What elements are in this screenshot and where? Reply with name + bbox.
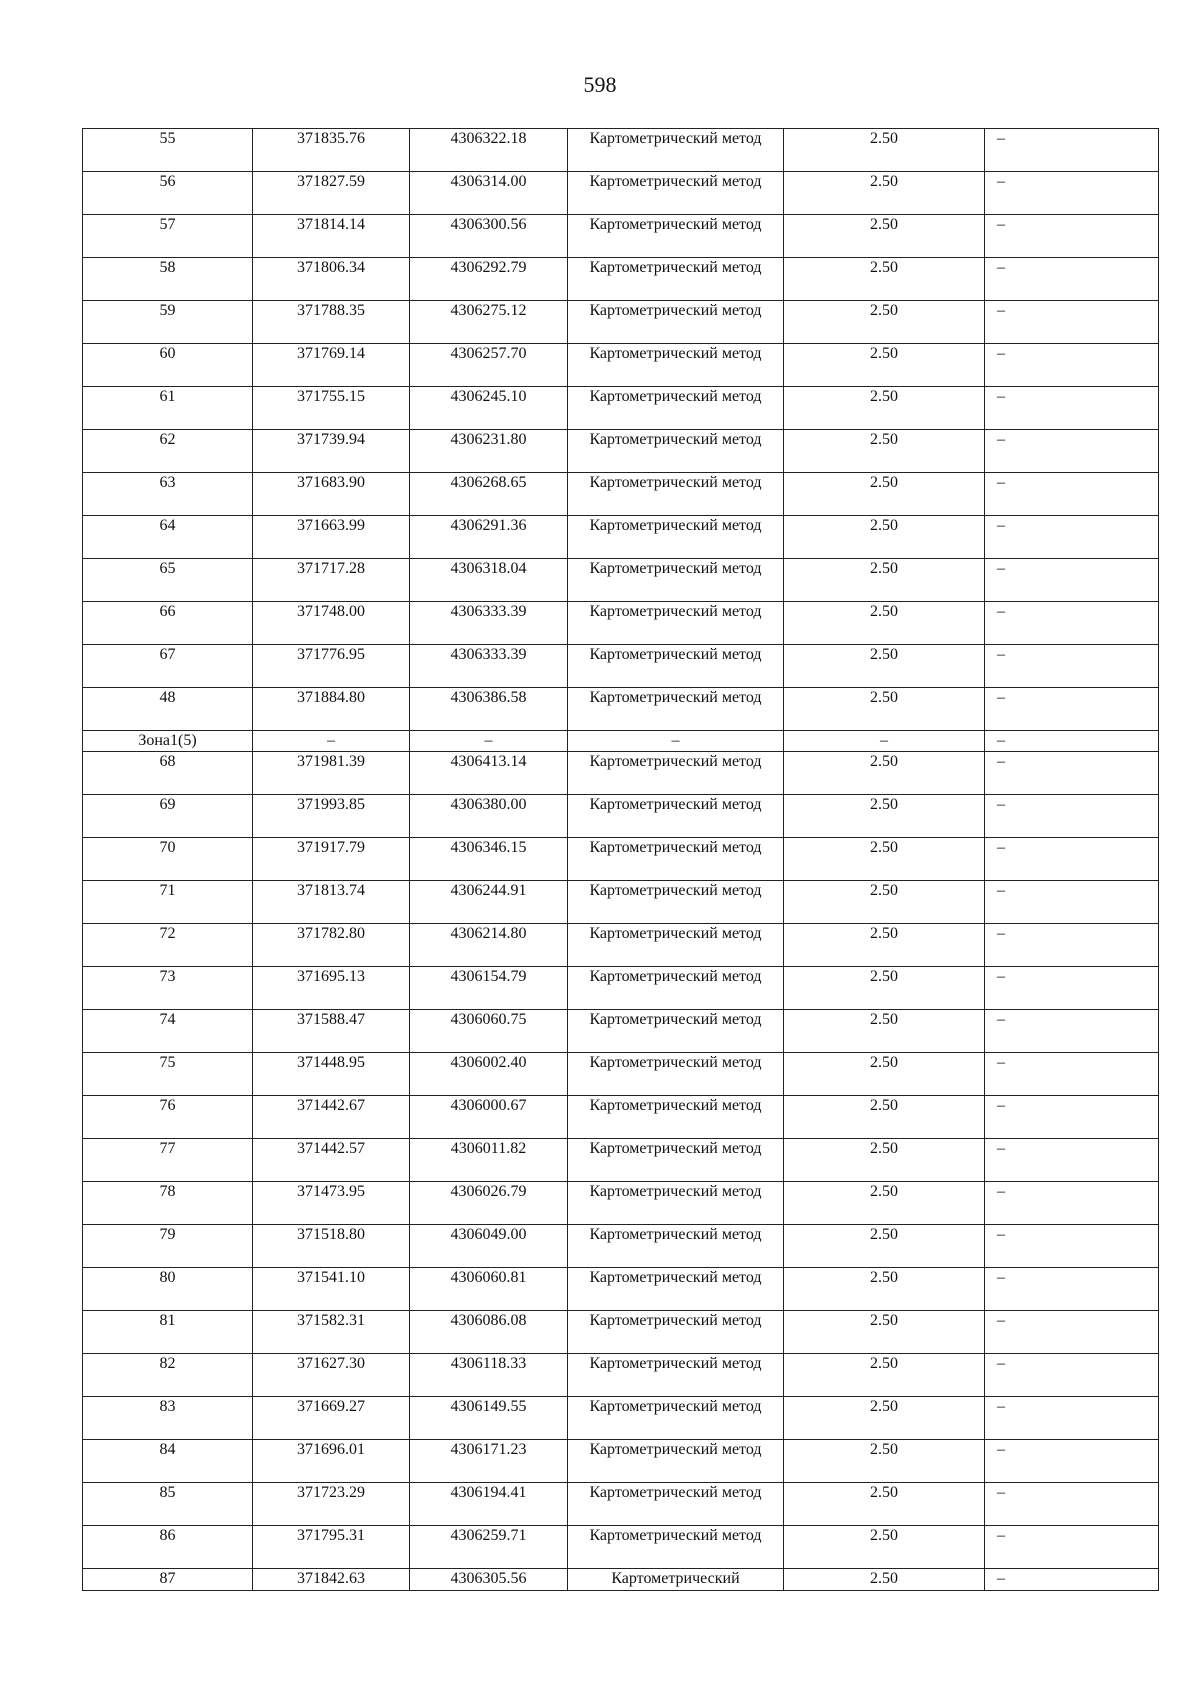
y-coordinate-cell: 4306346.15 [410, 838, 568, 881]
y-coordinate-cell: 4306002.40 [410, 1053, 568, 1096]
x-coordinate-cell: 371683.90 [253, 473, 410, 516]
y-coordinate-cell: 4306171.23 [410, 1440, 568, 1483]
x-coordinate-cell: 371442.57 [253, 1139, 410, 1182]
description-cell: – [985, 430, 1159, 473]
y-coordinate-cell: 4306026.79 [410, 1182, 568, 1225]
x-coordinate-cell: 371795.31 [253, 1526, 410, 1569]
x-coordinate-cell: 371755.15 [253, 387, 410, 430]
method-cell: Картометрический метод [568, 1182, 784, 1225]
y-coordinate-cell: 4306322.18 [410, 129, 568, 172]
y-coordinate-cell: 4306259.71 [410, 1526, 568, 1569]
y-coordinate-cell: 4306333.39 [410, 645, 568, 688]
point-number-cell: 65 [83, 559, 253, 602]
method-cell: Картометрический метод [568, 1010, 784, 1053]
accuracy-cell: 2.50 [784, 1526, 985, 1569]
table-row [83, 1268, 1159, 1311]
description-cell: – [985, 473, 1159, 516]
point-number-cell: 78 [83, 1182, 253, 1225]
description-cell: – [985, 752, 1159, 795]
point-number-cell: 59 [83, 301, 253, 344]
method-cell: Картометрический метод [568, 129, 784, 172]
y-coordinate-cell: 4306413.14 [410, 752, 568, 795]
method-cell: Картометрический метод [568, 1483, 784, 1526]
description-cell: – [985, 1182, 1159, 1225]
page-number: 598 [583, 72, 617, 97]
table-row [83, 215, 1159, 258]
zone-row [83, 731, 1159, 752]
x-coordinate-cell: 371518.80 [253, 1225, 410, 1268]
table-row [83, 1096, 1159, 1139]
x-coordinate-cell: 371782.80 [253, 924, 410, 967]
accuracy-cell: 2.50 [784, 430, 985, 473]
table-row [83, 1139, 1159, 1182]
description-cell: – [985, 1440, 1159, 1483]
x-coordinate-cell: 371541.10 [253, 1268, 410, 1311]
table-row [83, 881, 1159, 924]
method-cell: Картометрический метод [568, 1526, 784, 1569]
method-cell: Картометрический метод [568, 1440, 784, 1483]
table-row [83, 1053, 1159, 1096]
y-coordinate-cell: 4306149.55 [410, 1397, 568, 1440]
method-cell: Картометрический метод [568, 1096, 784, 1139]
x-coordinate-cell: 371717.28 [253, 559, 410, 602]
y-coordinate-cell: 4306214.80 [410, 924, 568, 967]
x-coordinate-cell: 371917.79 [253, 838, 410, 881]
method-cell: Картометрический метод [568, 795, 784, 838]
accuracy-cell: 2.50 [784, 1569, 985, 1591]
x-coordinate-cell: 371884.80 [253, 688, 410, 731]
accuracy-cell: 2.50 [784, 924, 985, 967]
description-cell: – [985, 1483, 1159, 1526]
x-coordinate-cell: 371814.14 [253, 215, 410, 258]
accuracy-cell: 2.50 [784, 473, 985, 516]
x-coordinate-cell: 371835.76 [253, 129, 410, 172]
description-cell: – [985, 516, 1159, 559]
point-number-cell: 83 [83, 1397, 253, 1440]
point-number-cell: 69 [83, 795, 253, 838]
method-cell: Картометрический метод [568, 1311, 784, 1354]
description-cell: – [985, 1010, 1159, 1053]
point-number-cell: 70 [83, 838, 253, 881]
table-row [83, 344, 1159, 387]
y-coordinate-cell: 4306244.91 [410, 881, 568, 924]
method-cell: Картометрический метод [568, 752, 784, 795]
description-cell: – [985, 1096, 1159, 1139]
point-number-cell: 67 [83, 645, 253, 688]
accuracy-cell: 2.50 [784, 795, 985, 838]
accuracy-cell: 2.50 [784, 1483, 985, 1526]
accuracy-cell: 2.50 [784, 1311, 985, 1354]
x-coordinate-cell: 371473.95 [253, 1182, 410, 1225]
method-cell: Картометрический метод [568, 645, 784, 688]
description-cell: – [985, 1569, 1159, 1591]
y-coordinate-cell: 4306060.81 [410, 1268, 568, 1311]
x-coordinate-cell: 371695.13 [253, 967, 410, 1010]
method-cell: – [568, 731, 784, 752]
x-coordinate-cell: 371448.95 [253, 1053, 410, 1096]
description-cell: – [985, 1139, 1159, 1182]
y-coordinate-cell: 4306060.75 [410, 1010, 568, 1053]
table-row [83, 301, 1159, 344]
description-cell: – [985, 1526, 1159, 1569]
table-row [83, 387, 1159, 430]
point-number-cell: 62 [83, 430, 253, 473]
method-cell: Картометрический метод [568, 1139, 784, 1182]
accuracy-cell: 2.50 [784, 1096, 985, 1139]
accuracy-cell: 2.50 [784, 881, 985, 924]
accuracy-cell: 2.50 [784, 1139, 985, 1182]
method-cell: Картометрический метод [568, 1354, 784, 1397]
point-number-cell: 74 [83, 1010, 253, 1053]
method-cell: Картометрический метод [568, 473, 784, 516]
description-cell: – [985, 1397, 1159, 1440]
table-row [83, 1225, 1159, 1268]
accuracy-cell: 2.50 [784, 967, 985, 1010]
point-number-cell: 80 [83, 1268, 253, 1311]
accuracy-cell: 2.50 [784, 1182, 985, 1225]
description-cell: – [985, 1354, 1159, 1397]
method-cell: Картометрический метод [568, 838, 784, 881]
accuracy-cell: 2.50 [784, 645, 985, 688]
point-number-cell: 72 [83, 924, 253, 967]
method-cell: Картометрический метод [568, 430, 784, 473]
description-cell: – [985, 795, 1159, 838]
x-coordinate-cell: 371788.35 [253, 301, 410, 344]
method-cell: Картометрический метод [568, 258, 784, 301]
table-row [83, 1569, 1159, 1591]
point-number-cell: 68 [83, 752, 253, 795]
y-coordinate-cell: 4306231.80 [410, 430, 568, 473]
description-cell: – [985, 1053, 1159, 1096]
method-cell: Картометрический метод [568, 688, 784, 731]
description-cell: – [985, 1311, 1159, 1354]
y-coordinate-cell: 4306268.65 [410, 473, 568, 516]
description-cell: – [985, 129, 1159, 172]
description-cell: – [985, 838, 1159, 881]
method-cell: Картометрический метод [568, 387, 784, 430]
table-row [83, 838, 1159, 881]
table-row [83, 1354, 1159, 1397]
accuracy-cell: 2.50 [784, 1010, 985, 1053]
x-coordinate-cell: 371582.31 [253, 1311, 410, 1354]
point-number-cell: 86 [83, 1526, 253, 1569]
table-row [83, 645, 1159, 688]
description-cell: – [985, 301, 1159, 344]
accuracy-cell: 2.50 [784, 258, 985, 301]
description-cell: – [985, 258, 1159, 301]
method-cell: Картометрический [568, 1569, 784, 1591]
x-coordinate-cell: 371669.27 [253, 1397, 410, 1440]
x-coordinate-cell: 371842.63 [253, 1569, 410, 1591]
y-coordinate-cell: 4306154.79 [410, 967, 568, 1010]
method-cell: Картометрический метод [568, 1268, 784, 1311]
description-cell: – [985, 387, 1159, 430]
table-row [83, 795, 1159, 838]
table-row [83, 602, 1159, 645]
method-cell: Картометрический метод [568, 215, 784, 258]
x-coordinate-cell: 371588.47 [253, 1010, 410, 1053]
table-row [83, 430, 1159, 473]
accuracy-cell: 2.50 [784, 1440, 985, 1483]
x-coordinate-cell: 371981.39 [253, 752, 410, 795]
description-cell: – [985, 924, 1159, 967]
method-cell: Картометрический метод [568, 559, 784, 602]
x-coordinate-cell: – [253, 731, 410, 752]
point-number-cell: 79 [83, 1225, 253, 1268]
method-cell: Картометрический метод [568, 1053, 784, 1096]
point-number-cell: 48 [83, 688, 253, 731]
accuracy-cell: 2.50 [784, 602, 985, 645]
y-coordinate-cell: 4306245.10 [410, 387, 568, 430]
point-number-cell: 81 [83, 1311, 253, 1354]
y-coordinate-cell: 4306291.36 [410, 516, 568, 559]
x-coordinate-cell: 371627.30 [253, 1354, 410, 1397]
accuracy-cell: 2.50 [784, 129, 985, 172]
point-number-cell: 60 [83, 344, 253, 387]
table-row [83, 559, 1159, 602]
point-number-cell: 85 [83, 1483, 253, 1526]
accuracy-cell: 2.50 [784, 1225, 985, 1268]
description-cell: – [985, 645, 1159, 688]
table-row [83, 1311, 1159, 1354]
point-number-cell: 75 [83, 1053, 253, 1096]
accuracy-cell: 2.50 [784, 387, 985, 430]
x-coordinate-cell: 371663.99 [253, 516, 410, 559]
accuracy-cell: 2.50 [784, 559, 985, 602]
point-number-cell: Зона1(5) [83, 731, 253, 752]
accuracy-cell: 2.50 [784, 344, 985, 387]
y-coordinate-cell: 4306314.00 [410, 172, 568, 215]
point-number-cell: 63 [83, 473, 253, 516]
accuracy-cell: 2.50 [784, 1268, 985, 1311]
method-cell: Картометрический метод [568, 301, 784, 344]
description-cell: – [985, 344, 1159, 387]
accuracy-cell: 2.50 [784, 838, 985, 881]
x-coordinate-cell: 371739.94 [253, 430, 410, 473]
description-cell: – [985, 1225, 1159, 1268]
method-cell: Картометрический метод [568, 967, 784, 1010]
table-row [83, 129, 1159, 172]
y-coordinate-cell: 4306257.70 [410, 344, 568, 387]
point-number-cell: 87 [83, 1569, 253, 1591]
table-row [83, 752, 1159, 795]
y-coordinate-cell: 4306000.67 [410, 1096, 568, 1139]
table-row [83, 258, 1159, 301]
accuracy-cell: 2.50 [784, 1053, 985, 1096]
accuracy-cell: 2.50 [784, 215, 985, 258]
description-cell: – [985, 602, 1159, 645]
accuracy-cell: 2.50 [784, 688, 985, 731]
y-coordinate-cell: 4306292.79 [410, 258, 568, 301]
point-number-cell: 57 [83, 215, 253, 258]
y-coordinate-cell: 4306333.39 [410, 602, 568, 645]
y-coordinate-cell: 4306300.56 [410, 215, 568, 258]
y-coordinate-cell: 4306118.33 [410, 1354, 568, 1397]
accuracy-cell: 2.50 [784, 516, 985, 559]
accuracy-cell: 2.50 [784, 1397, 985, 1440]
x-coordinate-cell: 371769.14 [253, 344, 410, 387]
table-row [83, 516, 1159, 559]
x-coordinate-cell: 371813.74 [253, 881, 410, 924]
table-row [83, 688, 1159, 731]
x-coordinate-cell: 371993.85 [253, 795, 410, 838]
description-cell: – [985, 172, 1159, 215]
x-coordinate-cell: 371776.95 [253, 645, 410, 688]
y-coordinate-cell: 4306194.41 [410, 1483, 568, 1526]
description-cell: – [985, 967, 1159, 1010]
description-cell: – [985, 688, 1159, 731]
table-row [83, 1010, 1159, 1053]
x-coordinate-cell: 371806.34 [253, 258, 410, 301]
point-number-cell: 73 [83, 967, 253, 1010]
method-cell: Картометрический метод [568, 172, 784, 215]
method-cell: Картометрический метод [568, 1225, 784, 1268]
y-coordinate-cell: 4306275.12 [410, 301, 568, 344]
y-coordinate-cell: 4306086.08 [410, 1311, 568, 1354]
table-row [83, 924, 1159, 967]
accuracy-cell: 2.50 [784, 1354, 985, 1397]
y-coordinate-cell: 4306386.58 [410, 688, 568, 731]
method-cell: Картометрический метод [568, 516, 784, 559]
point-number-cell: 55 [83, 129, 253, 172]
description-cell: – [985, 1268, 1159, 1311]
point-number-cell: 71 [83, 881, 253, 924]
point-number-cell: 61 [83, 387, 253, 430]
coordinates-table [82, 128, 1159, 1591]
accuracy-cell: 2.50 [784, 172, 985, 215]
point-number-cell: 77 [83, 1139, 253, 1182]
description-cell: – [985, 731, 1159, 752]
y-coordinate-cell: – [410, 731, 568, 752]
point-number-cell: 56 [83, 172, 253, 215]
table-row [83, 967, 1159, 1010]
method-cell: Картометрический метод [568, 1397, 784, 1440]
table-row [83, 1397, 1159, 1440]
x-coordinate-cell: 371748.00 [253, 602, 410, 645]
point-number-cell: 84 [83, 1440, 253, 1483]
coordinates-table-body [83, 129, 1159, 1591]
method-cell: Картометрический метод [568, 924, 784, 967]
method-cell: Картометрический метод [568, 602, 784, 645]
description-cell: – [985, 559, 1159, 602]
table-row [83, 1440, 1159, 1483]
description-cell: – [985, 881, 1159, 924]
method-cell: Картометрический метод [568, 881, 784, 924]
point-number-cell: 64 [83, 516, 253, 559]
table-row [83, 1182, 1159, 1225]
table-row [83, 172, 1159, 215]
x-coordinate-cell: 371442.67 [253, 1096, 410, 1139]
x-coordinate-cell: 371723.29 [253, 1483, 410, 1526]
point-number-cell: 66 [83, 602, 253, 645]
table-row [83, 473, 1159, 516]
accuracy-cell: 2.50 [784, 752, 985, 795]
point-number-cell: 82 [83, 1354, 253, 1397]
y-coordinate-cell: 4306380.00 [410, 795, 568, 838]
point-number-cell: 58 [83, 258, 253, 301]
table-row [83, 1483, 1159, 1526]
y-coordinate-cell: 4306049.00 [410, 1225, 568, 1268]
y-coordinate-cell: 4306011.82 [410, 1139, 568, 1182]
y-coordinate-cell: 4306305.56 [410, 1569, 568, 1591]
table-row [83, 1526, 1159, 1569]
point-number-cell: 76 [83, 1096, 253, 1139]
x-coordinate-cell: 371827.59 [253, 172, 410, 215]
accuracy-cell: 2.50 [784, 301, 985, 344]
accuracy-cell: – [784, 731, 985, 752]
x-coordinate-cell: 371696.01 [253, 1440, 410, 1483]
method-cell: Картометрический метод [568, 344, 784, 387]
description-cell: – [985, 215, 1159, 258]
y-coordinate-cell: 4306318.04 [410, 559, 568, 602]
